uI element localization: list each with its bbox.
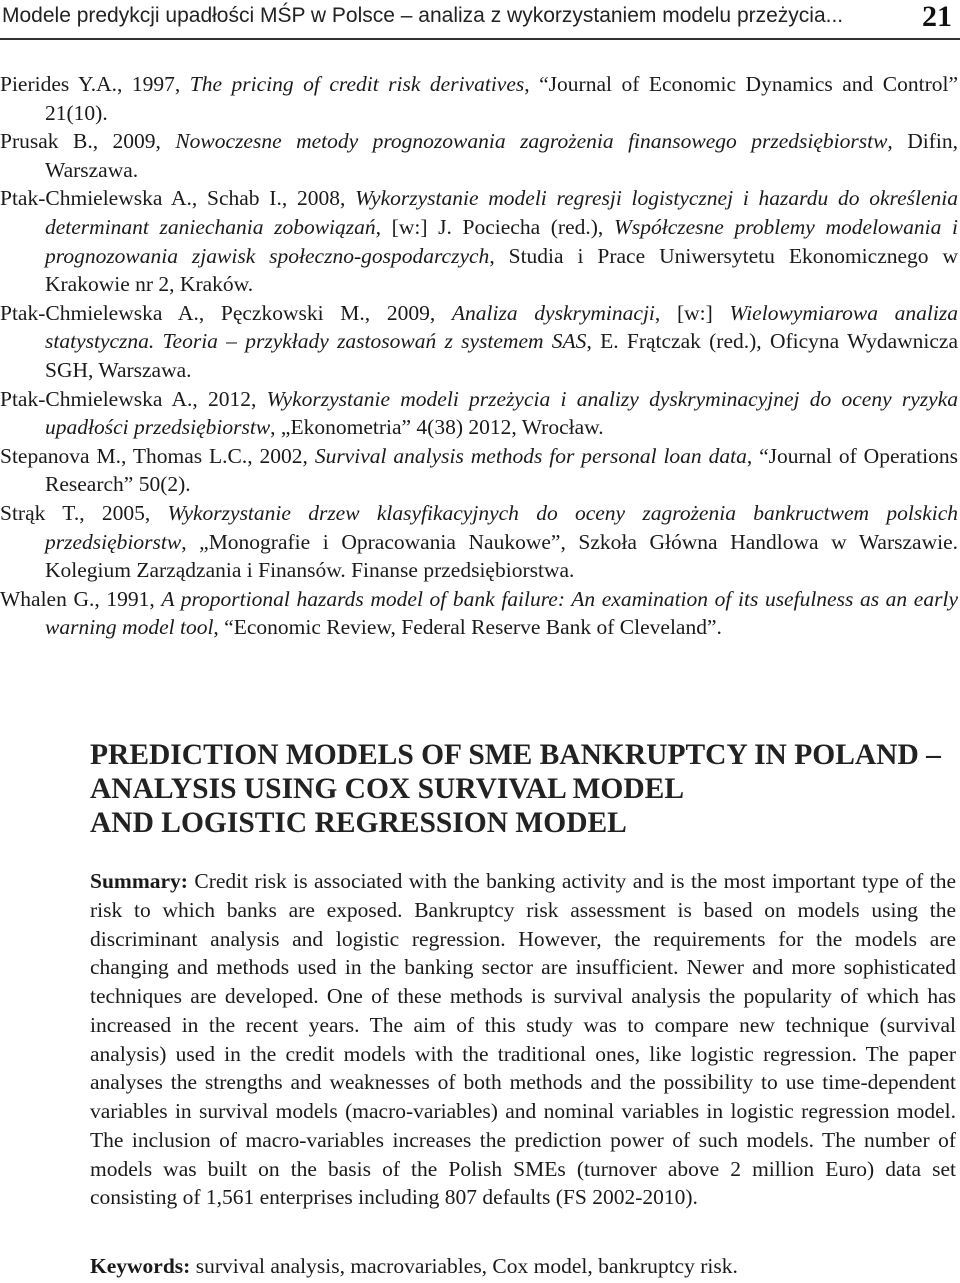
page-header xyxy=(0,0,960,40)
reference-item: Ptak-Chmielewska A., Pęczkowski M., 2009, Analiza dyskryminacji, [w:] Wielowymiarowa analiza statystyczna. Teoria – przykłady zastosowań z systemem SAS, E. Frątczak (red.), Oficyna Wydawnicza SGH, Warszawa. xyxy=(0,300,958,382)
reference-item: Whalen G., 1991, A proportional hazards model of bank failure: An examination of its usefulness as an early warning model tool, “Economic Review, Federal Reserve Bank of Cleveland”. xyxy=(0,586,958,640)
keywords-label: Keywords: xyxy=(90,1254,191,1278)
keywords-paragraph xyxy=(90,1252,956,1280)
english-title xyxy=(90,738,950,840)
header-divider xyxy=(0,38,960,40)
summary-text: Credit risk is associated with the banking activity and is the most important type of the risk to which banks are exposed. Bankruptcy risk assessment is based on models using the discriminant analysis and logistic regression. However, the requirements for the models are changing and methods used in the banking sector are insufficient. Newer and more sophisticated techniques are developed. One of these methods is survival analysis the popularity of which has increased in the recent years. The aim of this study was to compare new technique (survival analysis) used in the credit models with the traditional ones, like logistic regression. The paper analyses the strengths and weaknesses of both methods and the possibility to use time-dependent variables in survival models (macro-variables) and nominal variables in logistic regression model. The inclusion of macro-variables increases the prediction power of such models. The number of models was built on the basis of the Polish SMEs (turnover above 2 million Euro) data set consisting of 1,561 enterprises including 807 defaults (FS 2002-2010). xyxy=(90,869,956,1210)
summary-label: Summary: xyxy=(90,869,188,893)
running-title: Modele predykcji upadłości MŚP w Polsce – analiza z wykorzystaniem modelu przeżycia... xyxy=(2,4,844,27)
reference-item: Strąk T., 2005, Wykorzystanie drzew klasyfikacyjnych do oceny zagrożenia bankructwem polskich przedsiębiorstw, „Monografie i Opracowania Naukowe”, Szkoła Główna Handlowa w Warszawie. Kolegium Zarządzania i Finansów. Finanse przedsiębiorstwa. xyxy=(0,500,958,583)
keywords-text: survival analysis, macrovariables, Cox model, bankruptcy risk. xyxy=(190,1254,738,1278)
english-title-line: ANALYSIS USING COX SURVIVAL MODEL xyxy=(90,773,685,805)
reference-item: Ptak-Chmielewska A., Schab I., 2008, Wykorzystanie modeli regresji logistycznej i hazardu do określenia determinant zaniechania zobowiązań, [w:] J. Pociecha (red.), Współczesne problemy modelowania i prognozowania zjawisk społeczno-gospodarczych, Studia i Prace Uniwersytetu Ekonomicznego w Krakowie nr 2, Kraków. xyxy=(0,186,958,297)
reference-item: Ptak-Chmielewska A., 2012, Wykorzystanie modeli przeżycia i analizy dyskryminacyjnej do oceny ryzyka upadłości przedsiębiorstw, „Ekonometria” 4(38) 2012, Wrocław. xyxy=(0,386,958,440)
reference-item: Prusak B., 2009, Nowoczesne metody prognozowania zagrożenia finansowego przedsiębiorstw, Difin, Warszawa. xyxy=(0,129,959,182)
reference-list xyxy=(0,70,958,642)
reference-item: Pierides Y.A., 1997, The pricing of credit risk derivatives, “Journal of Economic Dynamics and Control” 21(10). xyxy=(0,72,959,125)
page-number: 21 xyxy=(922,0,952,33)
english-title-line: AND LOGISTIC REGRESSION MODEL xyxy=(90,807,627,839)
summary-paragraph xyxy=(90,867,956,1212)
reference-item: Stepanova M., Thomas L.C., 2002, Survival analysis methods for personal loan data, “Journal of Operations Research” 50(2). xyxy=(0,443,958,497)
english-title-line: PREDICTION MODELS OF SME BANKRUPTCY IN POLAND – xyxy=(90,739,941,771)
